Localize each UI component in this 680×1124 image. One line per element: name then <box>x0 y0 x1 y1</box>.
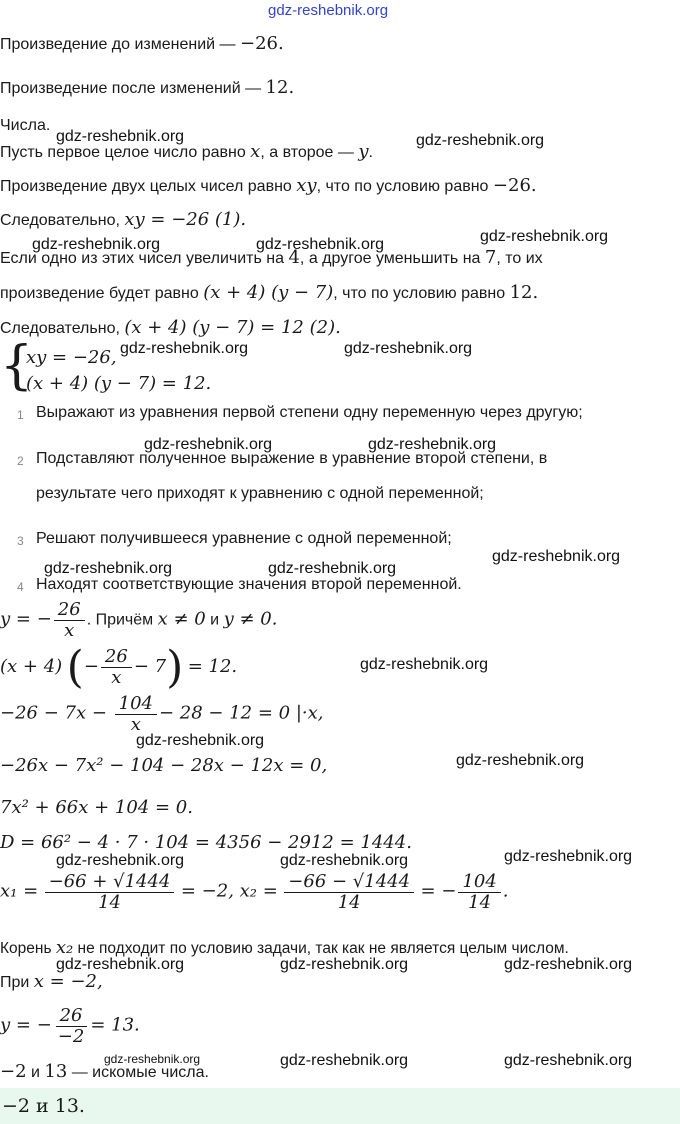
text-found-numbers: −2 и 13 — искомые числа. <box>0 1061 209 1082</box>
system-eq-1: xy = −26, <box>26 347 117 368</box>
watermark: gdz-reshebnik.org <box>104 1052 201 1066</box>
text-product-before: Произведение до изменений — −26. <box>0 33 284 54</box>
text-equation-2: Следовательно, (x + 4) (y − 7) = 12 (2). <box>0 317 341 338</box>
watermark-top: gdz-reshebnik.org <box>268 2 389 19</box>
text-change-numbers: Если одно из этих чисел увеличить на 4, а другое уменьшить на 7, то их <box>0 247 543 268</box>
watermark: gdz-reshebnik.org <box>344 340 473 357</box>
text-let-numbers: Пусть первое целое число равно x, а второе — y. <box>0 141 373 162</box>
eq-y-value: y = − $\frac{26}{-2}$ = 13. <box>0 1005 140 1047</box>
watermark: gdz-reshebnik.org <box>480 228 609 245</box>
step-number: 4 <box>17 580 24 594</box>
eq-substitution: (x + 4) (− $\frac{26}{x}$ − 7) = 12. <box>0 641 238 693</box>
watermark: gdz-reshebnik.org <box>44 560 173 577</box>
answer-box <box>0 1088 680 1124</box>
watermark: gdz-reshebnik.org <box>56 852 185 869</box>
eq-quadratic: 7x² + 66x + 104 = 0. <box>0 797 193 818</box>
eq-roots: x₁ = $\frac{-66 + √1444}{14}$ = −2, x₂ = $\frac{-66 - √1444}{14}$ = − $\frac{104}{14}$ . <box>0 871 509 913</box>
step-text: Находят соответствующие значения второй переменной. <box>36 576 462 593</box>
eq-expanded: −26 − 7x − $\frac{104}{x}$ − 28 − 12 = 0 |·x, <box>0 693 324 735</box>
answer-text: −2 и 13. <box>2 1095 85 1117</box>
watermark: gdz-reshebnik.org <box>504 848 633 865</box>
watermark: gdz-reshebnik.org <box>504 956 633 973</box>
watermark: gdz-reshebnik.org <box>492 548 621 565</box>
watermark: gdz-reshebnik.org <box>280 852 409 869</box>
eq-discriminant: D = 66² − 4 · 7 · 104 = 4356 − 2912 = 1444. <box>0 832 412 853</box>
text-equation-1: Следовательно, xy = −26 (1). <box>0 209 247 230</box>
watermark: gdz-reshebnik.org <box>144 436 273 453</box>
step-text: Выражают из уравнения первой степени одну переменную через другую; <box>36 404 583 421</box>
step-text: Решают получившееся уравнение с одной переменной; <box>36 530 452 547</box>
text-numbers: Числа. <box>0 117 51 134</box>
step-text: результате чего приходят к уравнению с одной переменной; <box>36 485 484 502</box>
watermark: gdz-reshebnik.org <box>504 1052 633 1069</box>
step-number: 3 <box>17 534 24 548</box>
watermark: gdz-reshebnik.org <box>416 132 545 149</box>
watermark: gdz-reshebnik.org <box>120 340 249 357</box>
step-number: 1 <box>17 408 24 422</box>
step-number: 2 <box>17 454 24 468</box>
eq-multiplied: −26x − 7x² − 104 − 28x − 12x = 0, <box>0 755 328 776</box>
system-brace: { <box>0 336 34 396</box>
text-new-product: произведение будет равно (x + 4) (y − 7), что по условию равно 12. <box>0 282 539 303</box>
watermark: gdz-reshebnik.org <box>368 436 497 453</box>
step-text: Подставляют полученное выражение в уравнение второй степени, в <box>36 450 548 467</box>
watermark: gdz-reshebnik.org <box>256 236 385 253</box>
system-eq-2: (x + 4) (y − 7) = 12. <box>26 373 212 394</box>
watermark: gdz-reshebnik.org <box>360 656 489 673</box>
watermark: gdz-reshebnik.org <box>456 752 585 769</box>
watermark: gdz-reshebnik.org <box>280 956 409 973</box>
watermark: gdz-reshebnik.org <box>56 956 185 973</box>
eq-express-y: y = − $\frac{26}{x}$ . Причём x ≠ 0 и y ≠ 0. <box>0 599 278 641</box>
watermark: gdz-reshebnik.org <box>56 128 185 145</box>
text-product-condition: Произведение двух целых чисел равно xy, что по условию равно −26. <box>0 175 537 196</box>
watermark: gdz-reshebnik.org <box>32 236 161 253</box>
watermark: gdz-reshebnik.org <box>268 560 397 577</box>
text-product-after: Произведение после изменений — 12. <box>0 77 295 98</box>
text-root-rejected: Корень x₂ не подходит по условию задачи, так как не является целым числом. <box>0 937 569 958</box>
watermark: gdz-reshebnik.org <box>136 732 265 749</box>
watermark: gdz-reshebnik.org <box>280 1052 409 1069</box>
text-when-x: При x = −2, <box>0 971 103 992</box>
